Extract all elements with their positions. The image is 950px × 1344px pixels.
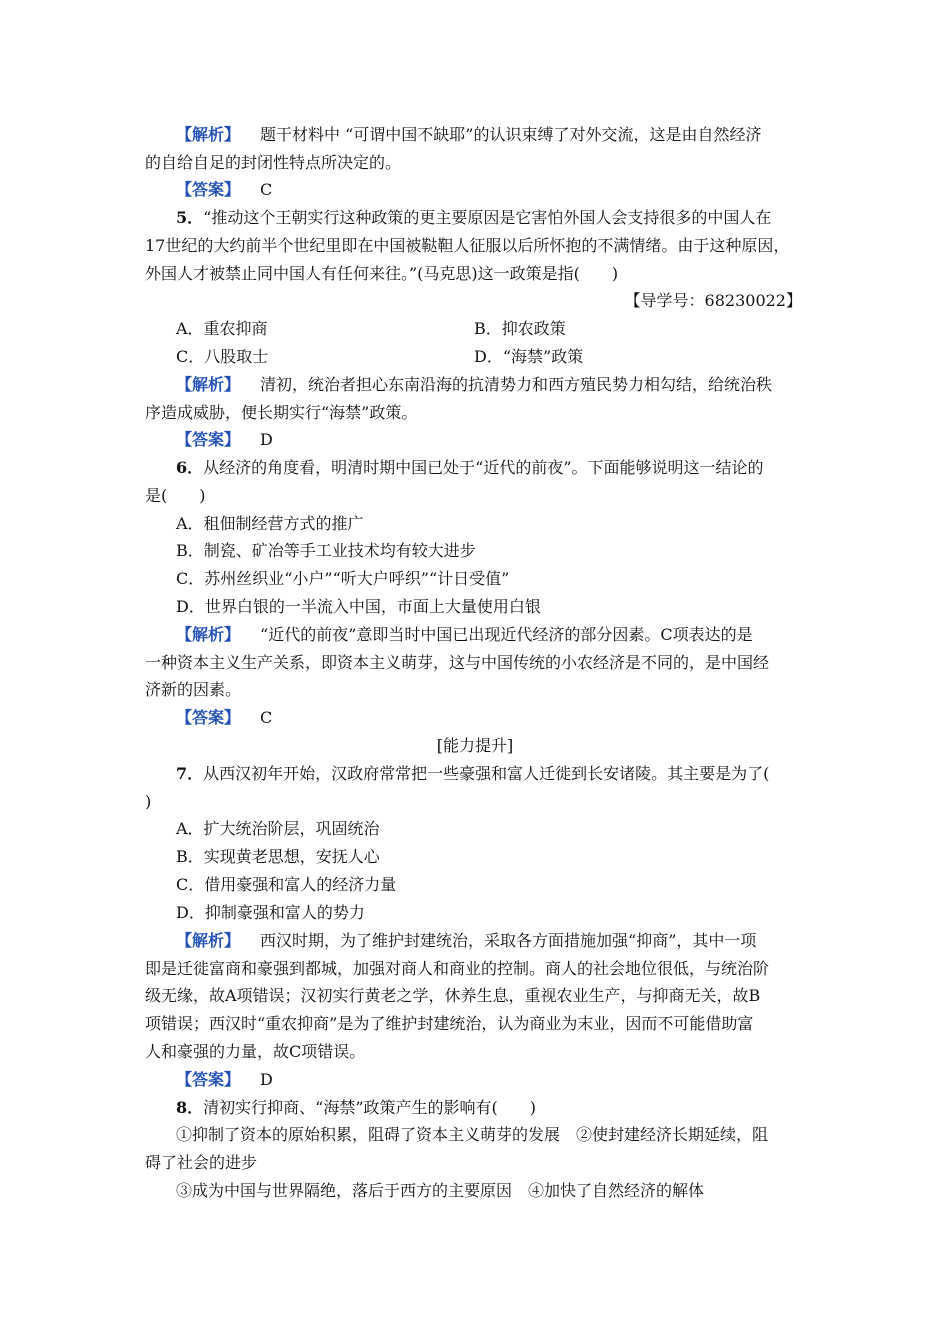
q8-number: 8． — [176, 1098, 204, 1117]
q4-analysis-text: 题干材料中 “可谓中国不缺耶”的认识束缚了对外交流，这是由自然经济 — [260, 125, 762, 144]
q7-analysis-line: 级无缘，故A项错误；汉初实行黄老之学，休养生息，重视农业生产，与抑商无关，故B — [145, 986, 761, 1005]
section-heading: [能力提升] — [436, 736, 514, 755]
q7-option-d: D．抑制豪强和富人的势力 — [176, 903, 365, 922]
q5-stem-text: “推动这个王朝实行这种政策的更主要原因是它害怕外国人会支持很多的中国人在 — [203, 208, 772, 227]
q6-analysis-line — [176, 625, 753, 645]
q4-analysis-line: 的自给自足的封闭性特点所决定的。 — [145, 153, 402, 172]
q6-number: 6． — [176, 458, 204, 477]
q7-analysis-line: 项错误；西汉时“重农抑商”是为了维护封建统治，认为商业为末业，因而不可能借助富 — [145, 1014, 754, 1033]
q7-analysis-line — [176, 931, 756, 951]
answer-label: 【答案】 — [176, 708, 241, 727]
q5-options-row — [176, 319, 268, 339]
q5-option-a: A．重农抑商 — [176, 319, 268, 338]
q5-stem-line — [176, 208, 771, 228]
q5-analysis-line: 序造成威胁，便长期实行“海禁”政策。 — [145, 403, 418, 422]
q5-option-d: D．“海禁”政策 — [474, 347, 584, 366]
q4-answer-line — [176, 180, 272, 200]
q7-number: 7． — [176, 764, 204, 783]
q5-analysis-line — [176, 375, 772, 395]
q5-number: 5． — [176, 208, 204, 227]
q4-analysis-line — [176, 125, 761, 145]
q7-analysis-line: 即是迁徙富商和豪强到都城，加强对商人和商业的控制。商人的社会地位很低，与统治阶 — [145, 959, 770, 978]
q6-answer-line — [176, 708, 272, 728]
analysis-label: 【解析】 — [176, 931, 241, 950]
q7-answer: D — [260, 1070, 273, 1089]
q5-option-c: C．八股取士 — [176, 347, 269, 366]
q6-analysis-line: 一种资本主义生产关系，即资本主义萌芽，这与中国传统的小农经济是不同的，是中国经 — [145, 653, 770, 672]
q6-option-c: C．苏州丝织业“小户”“听大户呼织”“计日受值” — [176, 569, 510, 588]
answer-label: 【答案】 — [176, 430, 241, 449]
q8-stem-text: 清初实行抑商、“海禁”政策产生的影响有( ) — [203, 1098, 536, 1117]
q6-stem-text: 从经济的角度看，明清时期中国已处于“近代的前夜”。下面能够说明这一结论的 — [203, 458, 764, 477]
q7-answer-line — [176, 1070, 273, 1090]
q6-answer: C — [260, 708, 273, 727]
q5-answer-line — [176, 430, 273, 450]
analysis-label: 【解析】 — [176, 625, 241, 644]
analysis-label: 【解析】 — [176, 125, 241, 144]
q7-stem-line: ) — [145, 792, 152, 811]
q6-option-d: D．世界白银的一半流入中国，市面上大量使用白银 — [176, 597, 541, 616]
q6-stem-line: 是( ) — [145, 486, 206, 505]
q5-analysis-text: 清初，统治者担心东南沿海的抗清势力和西方殖民势力相勾结，给统治秩 — [260, 375, 773, 394]
q4-answer: C — [260, 180, 273, 199]
q5-stem-line: 17世纪的大约前半个世纪里即在中国被鞑靼人征服以后所怀抱的不满情绪。由于这种原因， — [145, 236, 790, 255]
q5-guide-number: 【导学号：68230022】 — [624, 291, 802, 310]
q8-items-line: 碍了社会的进步 — [145, 1153, 258, 1172]
q7-option-a: A．扩大统治阶层，巩固统治 — [176, 819, 380, 838]
q7-stem-text: 从西汉初年开始，汉政府常常把一些豪强和富人迁徙到长安诸陵。其主要是为了( — [203, 764, 770, 783]
q8-stem-line — [176, 1098, 536, 1118]
analysis-label: 【解析】 — [176, 375, 241, 394]
q8-items-line: ③成为中国与世界隔绝，落后于西方的主要原因 ④加快了自然经济的解体 — [176, 1181, 705, 1200]
q6-option-b: B．制瓷、矿冶等手工业技术均有较大进步 — [176, 541, 476, 560]
q5-answer: D — [260, 430, 273, 449]
q7-option-c: C．借用豪强和富人的经济力量 — [176, 875, 397, 894]
q8-items-line: ①抑制了资本的原始积累，阻碍了资本主义萌芽的发展 ②使封建经济长期延续，阻 — [176, 1125, 769, 1144]
q5-option-b: B．抑农政策 — [474, 319, 566, 338]
answer-label: 【答案】 — [176, 1070, 241, 1089]
q6-stem-line — [176, 458, 764, 478]
q6-analysis-line: 济新的因素。 — [145, 680, 242, 699]
q5-options-row — [176, 347, 268, 367]
q7-option-b: B．实现黄老思想，安抚人心 — [176, 847, 380, 866]
q7-analysis-text: 西汉时期，为了维护封建统治，采取各方面措施加强“抑商”，其中一项 — [260, 931, 757, 950]
q5-stem-line: 外国人才被禁止同中国人有任何来往。”(马克思)这一政策是指( ) — [145, 264, 619, 283]
answer-label: 【答案】 — [176, 180, 241, 199]
q7-analysis-line: 人和豪强的力量，故C项错误。 — [145, 1042, 366, 1061]
q7-stem-line — [176, 764, 769, 784]
q6-analysis-text: “近代的前夜”意即当时中国已出现近代经济的部分因素。C项表达的是 — [260, 625, 753, 644]
q6-option-a: A．租佃制经营方式的推广 — [176, 514, 364, 533]
